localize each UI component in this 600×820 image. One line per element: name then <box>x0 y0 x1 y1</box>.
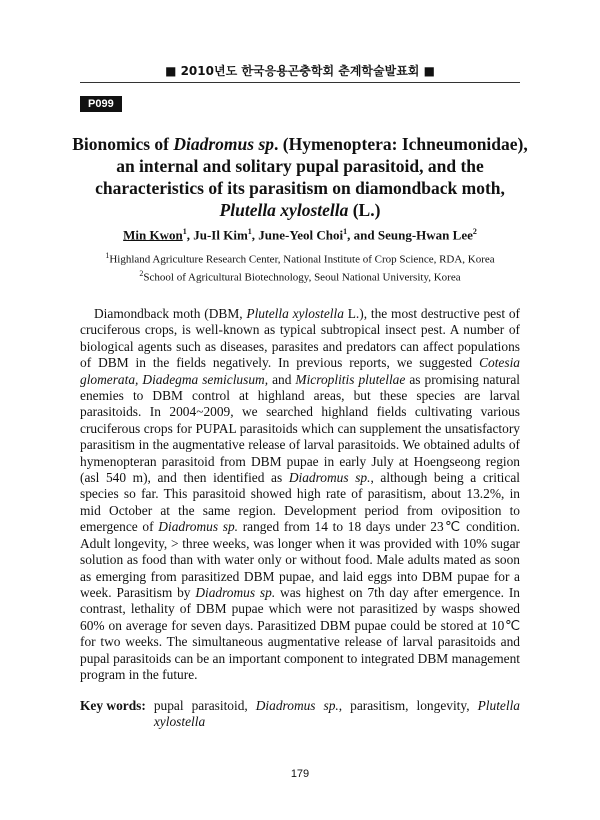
abstract-text: ranged from 14 to 18 days under 23℃ condition. Adult longevity, > three weeks, was longer when it was provided with 10% sugar solution as food than with water only or without food. Male adults mated as soon as emerging from parasitized DBM pupae, and laid eggs into DBM pupae for a week. Parasitism by <box>80 519 520 600</box>
page-number: 179 <box>290 768 310 780</box>
title-italic: Plutella xylostella <box>219 200 349 220</box>
abstract-italic: Plutella xylostella <box>246 306 344 321</box>
abstract-body <box>80 306 520 683</box>
poster-id-badge: P099 <box>80 96 122 112</box>
keyword-italic: Diadromus sp. <box>255 698 339 713</box>
keywords-label: Key words: <box>80 698 146 713</box>
abstract-italic: Diadromus sp. <box>288 470 371 486</box>
abstract-text: L.), the most destructive pest of cruciferous crops, is well-known as typical subtropical insect pest. A number of biological agents such as diseases, parasites and predators can affect populations of DBM in the fields negatively. In previous reports, we suggested <box>80 306 520 371</box>
affiliation-line <box>80 249 520 267</box>
affiliation-mark: 2 <box>139 268 144 278</box>
abstract-italic: Cotesia glomerata, Diadegma semiclusum, <box>80 355 520 387</box>
author-name: Min Kwon <box>123 227 183 243</box>
abstract-italic: Diadromus sp. <box>195 584 276 600</box>
author-separator: , <box>251 227 259 243</box>
author-separator: , and <box>347 227 378 243</box>
author-affiliation-mark: 1 <box>182 227 187 236</box>
affiliation-line <box>80 267 520 285</box>
title-part: (L.) <box>348 200 381 220</box>
keyword-text: , parasitism, longevity, <box>338 698 478 713</box>
abstract-text: was highest on 7th day after emergence. In contrast, lethality of DBM pupae which were not parasitized by wasps showed 60% on average for seven days. Parasitized DBM pupae could be stored at 10℃ for two weeks. The simultaneous augmentative release of larval parasitoids and pupal parasitoids can be an important component to integrated DBM management program in the future. <box>80 584 521 682</box>
affiliation-text: School of Agricultural Biotechnology, Seoul National University, Korea <box>143 271 461 284</box>
abstract-italic: Diadromus sp. <box>158 519 239 535</box>
author-list <box>80 227 520 243</box>
author-affiliation-mark: 2 <box>472 227 477 236</box>
abstract-text: as promising natural enemies to DBM control at highland areas, but these species are larval parasitoids. In 2004~2009, we searched highland fields cultivating various cruciferous crops for PUPAL parasitoids which can supplement the unsatisfactory parasitism in the augmentative release of larval parasitoids. We obtained adults of hymenopteran parasitoid from DBM pupae in early July at Hoengseong region (asl 540 m), and then identified as <box>80 371 520 486</box>
keyword-text: pupal parasitoid, <box>153 698 256 713</box>
abstract-text: , although being a critical species so far. This parasitoid showed high rate of parasitism, about 13.2%, in mid October at the same region. Development period from oviposition to emergence of <box>80 470 520 535</box>
affiliation-mark: 1 <box>105 251 110 260</box>
affiliations <box>80 249 520 284</box>
keyword-italic: Plutella xylostella <box>153 698 520 730</box>
paper-title <box>70 133 530 221</box>
title-part: Bionomics of <box>72 134 174 154</box>
affiliation-text: Highland Agriculture Research Center, National Institute of Crop Science, RDA, Korea <box>109 253 495 266</box>
author-affiliation-mark: 1 <box>247 227 252 236</box>
abstract-italic: Microplitis plutellae <box>295 371 406 387</box>
title-part: . (Hymenoptera: Ichneumonidae), an internal and solitary pupal parasitoid, and the characteristics of its parasitism on diamondback moth, <box>95 134 528 198</box>
author-affiliation-mark: 1 <box>343 227 348 236</box>
conference-header: ■ 2010년도 한국응용곤충학회 춘계학술발표회 ■ <box>165 64 435 78</box>
title-italic: Diadromus sp <box>173 134 275 154</box>
author-separator: , <box>186 227 194 243</box>
author-name: Seung-Hwan Lee <box>377 227 473 243</box>
abstract-text: Diamondback moth (DBM, <box>94 306 247 321</box>
author-name: Ju-Il Kim <box>193 227 248 243</box>
keywords-list <box>154 698 520 731</box>
abstract-text: and <box>268 371 296 387</box>
header-divider <box>80 82 520 83</box>
author-name: June-Yeol Choi <box>258 227 344 243</box>
keywords-block <box>80 698 520 731</box>
